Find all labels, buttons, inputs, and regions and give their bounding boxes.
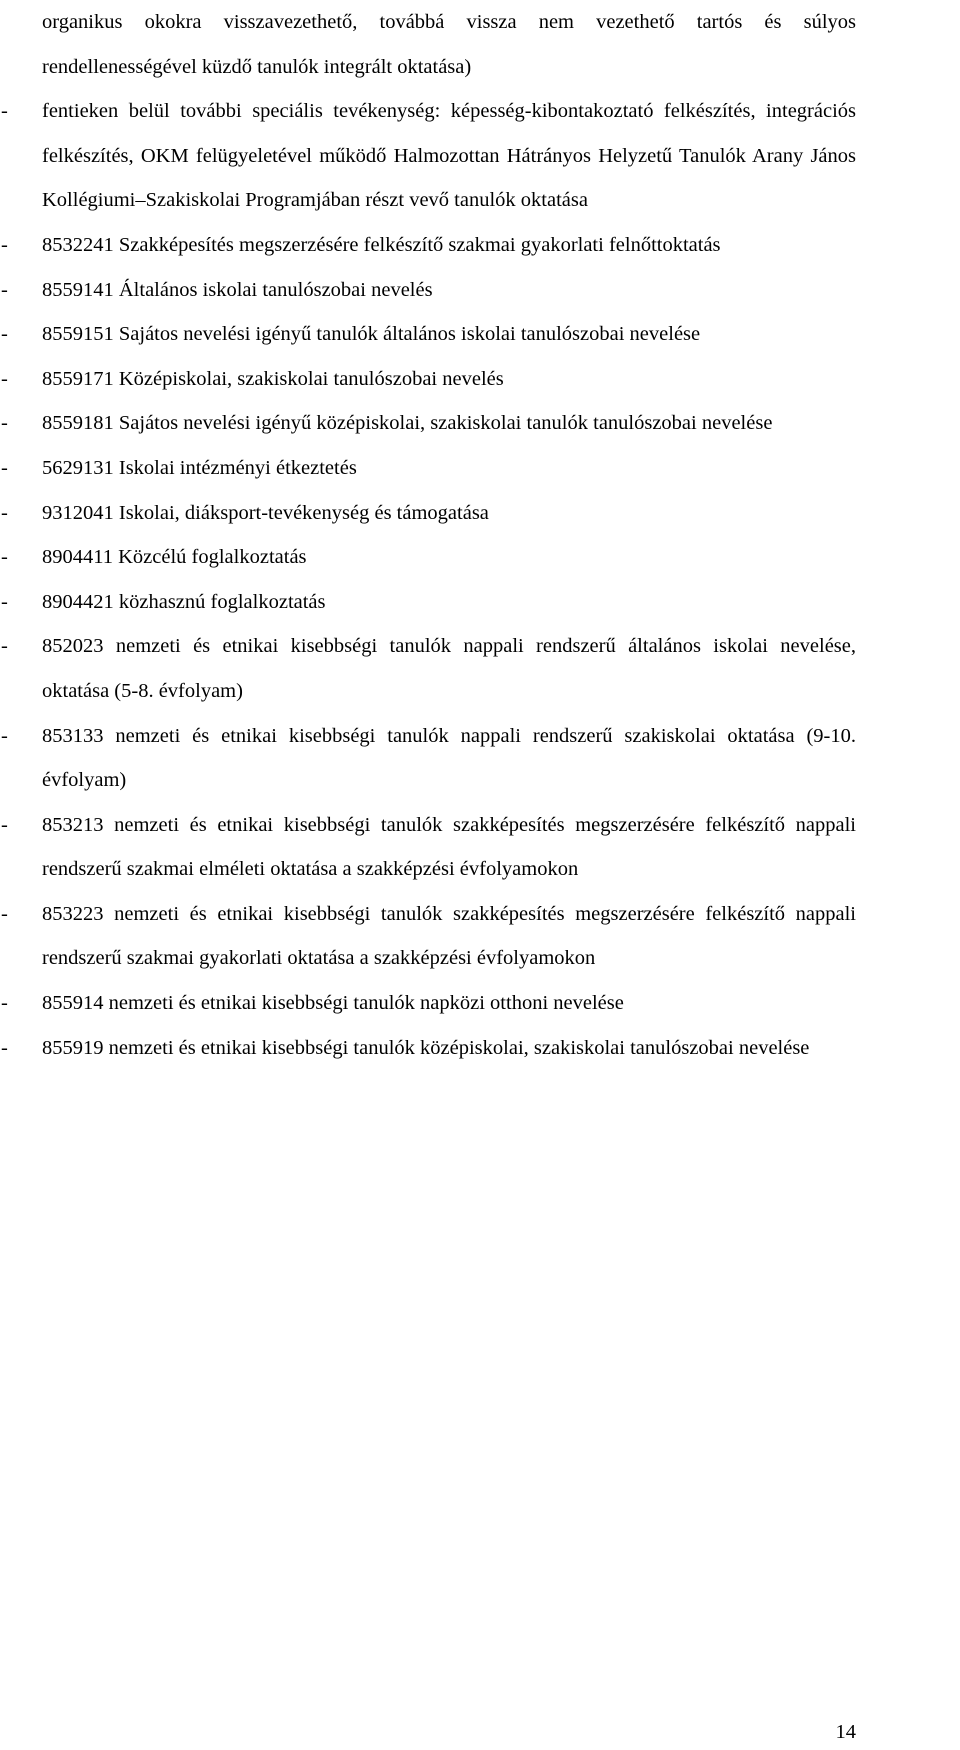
list-dash: - (1, 902, 8, 925)
list-item-text: 853213 nemzeti és etnikai kisebbségi tanulók szakképesítés megszerzésére felkészítő nappali rendszerű szakmai elméleti oktatása a szakképzési évfolyamokon (42, 813, 856, 881)
list-dash: - (1, 367, 8, 390)
list-item-text: 8559141 Általános iskolai tanulószobai nevelés (42, 278, 433, 301)
list-item (0, 624, 856, 713)
list-dash: - (1, 456, 8, 479)
list-item-text: 8559181 Sajátos nevelési igényű középiskolai, szakiskolai tanulók tanulószobai nevelése (42, 412, 773, 435)
list-dash: - (1, 1036, 8, 1059)
list-item-text: 5629131 Iskolai intézményi étkeztetés (42, 456, 357, 479)
list-item (0, 491, 856, 536)
list-item-text: 855919 nemzeti és etnikai kisebbségi tanulók középiskolai, szakiskolai tanulószobai nevelése (42, 1036, 810, 1059)
list-item (0, 892, 856, 981)
list-dash: - (1, 233, 8, 256)
list-dash: - (1, 813, 8, 836)
list-item-text: fentieken belül további speciális tevékenység: képesség-kibontakoztató felkészítés, integrációs felkészítés, OKM felügyeletével működő Halmozottan Hátrányos Helyzetű Tanulók Arany János Kollégiumi–Szakiskolai Programjában részt vevő tanulók oktatása (42, 100, 856, 212)
list-item-text: 8532241 Szakképesítés megszerzésére felkészítő szakmai gyakorlati felnőttoktatás (42, 233, 721, 256)
list-item (0, 223, 856, 268)
list-item-text: 852023 nemzeti és etnikai kisebbségi tanulók nappali rendszerű általános iskolai nevelése, oktatása (5-8. évfolyam) (42, 635, 856, 702)
list-dash: - (1, 501, 8, 524)
list-item (0, 446, 856, 491)
list-item (0, 357, 856, 402)
list-item (0, 89, 856, 223)
list-dash: - (1, 546, 8, 569)
continuation-paragraph: organikus okokra visszavezethető, továbbá vissza nem vezethető tartós és súlyos rendellenességével küzdő tanulók integrált oktatása) (42, 11, 856, 78)
list-item (0, 1026, 856, 1071)
list-item (0, 401, 856, 446)
list-item-text: 8904421 közhasznú foglalkoztatás (42, 590, 326, 613)
list-dash: - (1, 278, 8, 301)
list-item-text: 8559171 Középiskolai, szakiskolai tanulószobai nevelés (42, 367, 504, 390)
list-item (0, 981, 856, 1026)
list-dash: - (1, 323, 8, 346)
list-dash: - (1, 724, 8, 747)
list-item-text: 855914 nemzeti és etnikai kisebbségi tanulók napközi otthoni nevelése (42, 992, 624, 1015)
list-item (0, 803, 856, 892)
list-dash: - (1, 635, 8, 658)
list-item (0, 312, 856, 357)
list-item-text: 8904411 Közcélú foglalkoztatás (42, 546, 307, 569)
list-item-text: 853133 nemzeti és etnikai kisebbségi tanulók nappali rendszerű szakiskolai oktatása (9-10. évfolyam) (42, 724, 856, 792)
list-item-text: 8559151 Sajátos nevelési igényű tanulók általános iskolai tanulószobai nevelése (42, 323, 701, 346)
list-item (0, 268, 856, 313)
list-dash: - (1, 412, 8, 435)
list-dash: - (1, 992, 8, 1015)
list-dash: - (1, 100, 8, 123)
list-item (0, 714, 856, 803)
list-item (0, 535, 856, 580)
page-number: 14 (835, 1721, 856, 1743)
list-item (0, 580, 856, 625)
list-item-text: 853223 nemzeti és etnikai kisebbségi tanulók szakképesítés megszerzésére felkészítő nappali rendszerű szakmai gyakorlati oktatása a szakképzési évfolyamokon (42, 902, 856, 970)
list-item-text: 9312041 Iskolai, diáksport-tevékenység és támogatása (42, 501, 489, 524)
list-dash: - (1, 590, 8, 613)
